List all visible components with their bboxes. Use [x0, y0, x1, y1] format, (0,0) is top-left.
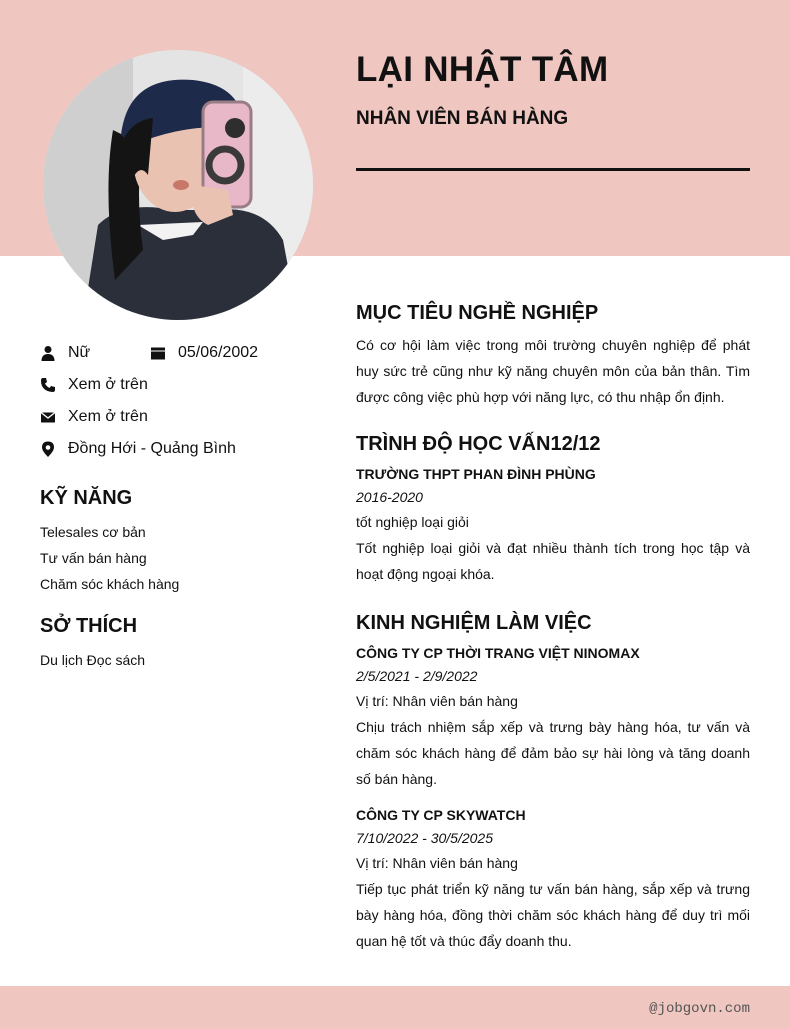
gender-value: Nữ: [68, 344, 91, 361]
person-photo-icon: [43, 50, 313, 320]
hobbies-text: Du lịch Đọc sách: [40, 652, 146, 668]
phone-icon: [40, 377, 56, 393]
skill-item: Chăm sóc khách hàng: [40, 576, 180, 592]
info-gender: [40, 344, 90, 362]
skills-list: [40, 519, 179, 597]
job-desc: Tiếp tục phát triển kỹ năng tư vấn bán hàng, sắp xếp và trưng bày hàng hóa, đồng thời chăm sóc khách hàng để duy trì mối quan hệ tốt và thúc đẩy doanh thu.: [356, 881, 750, 949]
job-period: 2/5/2021 - 2/9/2022: [356, 668, 478, 684]
header-divider: [356, 168, 750, 171]
person-icon: [40, 345, 56, 361]
job-desc: Chịu trách nhiệm sắp xếp và trưng bày hàng hóa, tư vấn và chăm sóc khách hàng để đảm bảo sự hài lòng và tăng doanh số bán hàng.: [356, 719, 750, 787]
info-email: [40, 408, 148, 426]
job-title: NHÂN VIÊN BÁN HÀNG: [356, 108, 569, 129]
profile-photo: [43, 50, 313, 320]
skill-item: Tư vấn bán hàng: [40, 550, 147, 566]
candidate-name: LẠI NHẬT TÂM: [356, 50, 609, 89]
dob-value: 05/06/2002: [178, 344, 259, 361]
info-dob: [150, 344, 258, 362]
hobbies-heading: SỞ THÍCH: [40, 615, 138, 637]
email-value: Xem ở trên: [68, 408, 148, 425]
hobbies-list: [40, 647, 145, 673]
education-desc: Tốt nghiệp loại giỏi và đạt nhiều thành tích trong học tập và hoạt động ngoại khóa.: [356, 540, 750, 582]
address-value: Đồng Hới - Quảng Bình: [68, 440, 236, 457]
objective-text: Có cơ hội làm việc trong môi trường chuyên nghiệp để phát huy sức trẻ cũng như kỹ năng chuyên môn của bản thân. Tìm được công việc phù hợp với năng lực, có thu nhập ổn định.: [356, 337, 750, 405]
job-period: 7/10/2022 - 30/5/2025: [356, 830, 494, 846]
company-name: CÔNG TY CP THỜI TRANG VIỆT NINOMAX: [356, 645, 640, 661]
footer-watermark: @jobgovn.com: [649, 1001, 750, 1017]
job-position: Vị trí: Nhân viên bán hàng: [356, 855, 518, 871]
phone-value: Xem ở trên: [68, 376, 148, 393]
experience-heading: KINH NGHIỆM LÀM VIỆC: [356, 612, 592, 634]
calendar-icon: [150, 345, 166, 361]
objective-heading: MỤC TIÊU NGHỀ NGHIỆP: [356, 302, 599, 324]
company-name: CÔNG TY CP SKYWATCH: [356, 807, 526, 823]
info-address: [40, 440, 236, 458]
skill-item: Telesales cơ bản: [40, 524, 146, 540]
info-phone: [40, 376, 148, 394]
job-position: Vị trí: Nhân viên bán hàng: [356, 693, 518, 709]
skills-heading: KỸ NĂNG: [40, 487, 133, 509]
education-years: 2016-2020: [356, 489, 423, 505]
location-pin-icon: [40, 441, 56, 457]
school-name: TRƯỜNG THPT PHAN ĐÌNH PHÙNG: [356, 466, 596, 482]
education-heading: TRÌNH ĐỘ HỌC VẤN12/12: [356, 433, 601, 455]
experience-section: [356, 612, 750, 954]
objective-section: [356, 302, 750, 410]
education-grade: tốt nghiệp loại giỏi: [356, 514, 469, 530]
education-section: [356, 433, 750, 587]
mail-icon: [40, 409, 56, 425]
